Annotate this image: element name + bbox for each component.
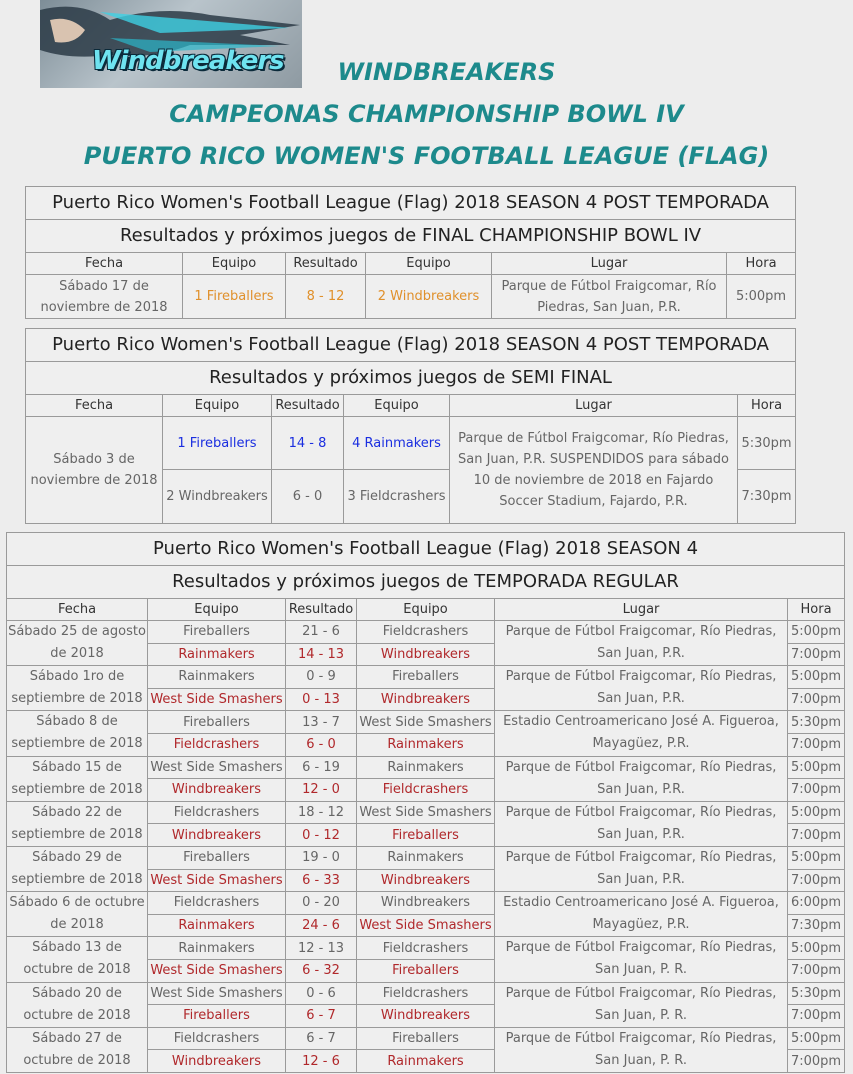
- game-place: Parque de Fútbol Fraigcomar, Río Piedras, San Juan, P.R.: [495, 801, 788, 846]
- game-date: Sábado 1ro de septiembre de 2018: [7, 666, 148, 711]
- game-result: 0 - 20: [286, 892, 357, 915]
- game-time: 5:00pm: [788, 801, 845, 824]
- game-date: Sábado 22 de septiembre de 2018: [7, 801, 148, 846]
- team-home: Fireballers: [148, 1005, 286, 1028]
- team-away: Fireballers: [357, 824, 495, 847]
- table-row: [26, 417, 796, 470]
- team-home: 1 Fireballers: [183, 275, 286, 319]
- semi-table: [25, 328, 796, 524]
- game-time: 7:00pm: [788, 643, 845, 666]
- game-result: 0 - 9: [286, 666, 357, 689]
- table-row: [7, 621, 845, 644]
- game-time: 7:00pm: [788, 688, 845, 711]
- game-date: Sábado 27 de octubre de 2018: [7, 1027, 148, 1072]
- regular-title: Puerto Rico Women's Football League (Flag) 2018 SEASON 4: [7, 533, 845, 566]
- game-date: Sábado 17 de noviembre de 2018: [26, 275, 183, 319]
- game-place: Parque de Fútbol Fraigcomar, Río Piedras, San Juan, P. R.: [495, 937, 788, 982]
- col-lugar: Lugar: [450, 395, 738, 417]
- col-hora: Hora: [738, 395, 796, 417]
- game-time: 6:00pm: [788, 892, 845, 915]
- game-result: 0 - 13: [286, 688, 357, 711]
- col-equipo: Equipo: [183, 253, 286, 275]
- team-away: West Side Smashers: [357, 914, 495, 937]
- team-home: West Side Smashers: [148, 688, 286, 711]
- team-away: Rainmakers: [357, 846, 495, 869]
- team-home: 1 Fireballers: [163, 417, 272, 470]
- game-place: Parque de Fútbol Fraigcomar, Río Piedras, San Juan, P.R.: [495, 756, 788, 801]
- team-home: Rainmakers: [148, 643, 286, 666]
- game-time: 5:30pm: [788, 982, 845, 1005]
- game-time: 7:00pm: [788, 1005, 845, 1028]
- col-equipo: Equipo: [357, 599, 495, 621]
- regular-subtitle: Resultados y próximos juegos de TEMPORADA REGULAR: [7, 566, 845, 599]
- table-row: [7, 711, 845, 734]
- page-subtitle: CAMPEONAS CHAMPIONSHIP BOWL IV: [169, 100, 684, 128]
- team-home: Rainmakers: [148, 914, 286, 937]
- table-row: [7, 846, 845, 869]
- team-away: Windbreakers: [357, 1005, 495, 1028]
- game-result: 8 - 12: [286, 275, 366, 319]
- team-home: Windbreakers: [148, 779, 286, 802]
- page-title: WINDBREAKERS: [337, 58, 556, 86]
- col-lugar: Lugar: [495, 599, 788, 621]
- table-row: [7, 982, 845, 1005]
- game-place: Parque de Fútbol Fraigcomar, Río Piedras, San Juan, P.R.: [495, 666, 788, 711]
- table-row: [7, 756, 845, 779]
- game-place: Parque de Fútbol Fraigcomar, Río Piedras, San Juan, P.R. SUSPENDIDOS para sábado 10 de noviembre de 2018 en Fajardo Soccer Stadium, Fajardo, P.R.: [450, 417, 738, 524]
- game-place: Parque de Fútbol Fraigcomar, Río Piedras, San Juan, P.R.: [495, 846, 788, 891]
- table-row: [7, 1027, 845, 1050]
- team-home: Fieldcrashers: [148, 733, 286, 756]
- col-resultado: Resultado: [286, 253, 366, 275]
- game-time: 5:00pm: [788, 666, 845, 689]
- game-date: Sábado 6 de octubre de 2018: [7, 892, 148, 937]
- team-home: Rainmakers: [148, 666, 286, 689]
- game-place: Parque de Fútbol Fraigcomar, Río Piedras, San Juan, P.R.: [492, 275, 727, 319]
- final-subtitle: Resultados y próximos juegos de FINAL CHAMPIONSHIP BOWL IV: [26, 220, 796, 253]
- game-time: 7:30pm: [788, 914, 845, 937]
- game-time: 7:00pm: [788, 733, 845, 756]
- game-date: Sábado 20 de octubre de 2018: [7, 982, 148, 1027]
- team-home: Windbreakers: [148, 824, 286, 847]
- table-row: [7, 801, 845, 824]
- col-equipo: Equipo: [366, 253, 492, 275]
- game-time: 5:00pm: [788, 621, 845, 644]
- game-place: Parque de Fútbol Fraigcomar, Río Piedras, San Juan, P.R.: [495, 621, 788, 666]
- game-result: 21 - 6: [286, 621, 357, 644]
- game-date: Sábado 15 de septiembre de 2018: [7, 756, 148, 801]
- game-time: 5:00pm: [788, 937, 845, 960]
- col-lugar: Lugar: [492, 253, 727, 275]
- team-away: West Side Smashers: [357, 801, 495, 824]
- game-time: 5:00pm: [788, 846, 845, 869]
- game-time: 7:00pm: [788, 869, 845, 892]
- game-time: 5:00pm: [727, 275, 796, 319]
- game-result: 12 - 6: [286, 1050, 357, 1073]
- col-resultado: Resultado: [272, 395, 344, 417]
- semi-title: Puerto Rico Women's Football League (Flag) 2018 SEASON 4 POST TEMPORADA: [26, 329, 796, 362]
- game-result: 6 - 19: [286, 756, 357, 779]
- final-title: Puerto Rico Women's Football League (Flag) 2018 SEASON 4 POST TEMPORADA: [26, 187, 796, 220]
- team-home: Fireballers: [148, 846, 286, 869]
- game-result: 6 - 7: [286, 1005, 357, 1028]
- game-result: 6 - 32: [286, 959, 357, 982]
- table-row: [7, 666, 845, 689]
- team-home: Fireballers: [148, 621, 286, 644]
- team-away: 4 Rainmakers: [344, 417, 450, 470]
- team-home: Fieldcrashers: [148, 1027, 286, 1050]
- col-resultado: Resultado: [286, 599, 357, 621]
- team-away: West Side Smashers: [357, 711, 495, 734]
- col-fecha: Fecha: [26, 253, 183, 275]
- col-equipo: Equipo: [163, 395, 272, 417]
- game-place: Estadio Centroamericano José A. Figueroa, Mayagüez, P.R.: [495, 892, 788, 937]
- game-time: 7:00pm: [788, 779, 845, 802]
- team-away: Windbreakers: [357, 869, 495, 892]
- game-result: 18 - 12: [286, 801, 357, 824]
- col-hora: Hora: [727, 253, 796, 275]
- team-home: West Side Smashers: [148, 982, 286, 1005]
- logo-text: Windbreakers: [92, 46, 284, 76]
- team-home: West Side Smashers: [148, 756, 286, 779]
- game-date: Sábado 25 de agosto de 2018: [7, 621, 148, 666]
- team-home: West Side Smashers: [148, 869, 286, 892]
- league-title: PUERTO RICO WOMEN'S FOOTBALL LEAGUE (FLAG): [83, 142, 770, 170]
- col-hora: Hora: [788, 599, 845, 621]
- game-date: Sábado 29 de septiembre de 2018: [7, 846, 148, 891]
- team-home: Windbreakers: [148, 1050, 286, 1073]
- table-row: [26, 275, 796, 319]
- game-time: 5:00pm: [788, 1027, 845, 1050]
- team-away: Fieldcrashers: [357, 779, 495, 802]
- team-away: Windbreakers: [357, 688, 495, 711]
- team-away: 3 Fieldcrashers: [344, 470, 450, 524]
- game-result: 6 - 0: [286, 733, 357, 756]
- team-away: Rainmakers: [357, 756, 495, 779]
- game-result: 12 - 13: [286, 937, 357, 960]
- game-place: Estadio Centroamericano José A. Figueroa, Mayagüez, P.R.: [495, 711, 788, 756]
- semi-subtitle: Resultados y próximos juegos de SEMI FINAL: [26, 362, 796, 395]
- table-row: [7, 892, 845, 915]
- game-time: 5:30pm: [738, 417, 796, 470]
- regular-season-table: [6, 532, 845, 1073]
- game-place: Parque de Fútbol Fraigcomar, Río Piedras, San Juan, P. R.: [495, 1027, 788, 1072]
- col-equipo: Equipo: [148, 599, 286, 621]
- game-time: 7:00pm: [788, 959, 845, 982]
- team-home: Fieldcrashers: [148, 801, 286, 824]
- game-date: Sábado 13 de octubre de 2018: [7, 937, 148, 982]
- team-away: 2 Windbreakers: [366, 275, 492, 319]
- final-table: [25, 186, 796, 319]
- game-place: Parque de Fútbol Fraigcomar, Río Piedras, San Juan, P. R.: [495, 982, 788, 1027]
- team-away: Fireballers: [357, 1027, 495, 1050]
- team-away: Rainmakers: [357, 1050, 495, 1073]
- game-result: 13 - 7: [286, 711, 357, 734]
- col-fecha: Fecha: [7, 599, 148, 621]
- team-home: Rainmakers: [148, 937, 286, 960]
- game-time: 5:30pm: [788, 711, 845, 734]
- team-away: Fieldcrashers: [357, 937, 495, 960]
- game-time: 5:00pm: [788, 756, 845, 779]
- game-time: 7:00pm: [788, 824, 845, 847]
- game-result: 0 - 6: [286, 982, 357, 1005]
- game-result: 14 - 13: [286, 643, 357, 666]
- col-fecha: Fecha: [26, 395, 163, 417]
- game-result: 12 - 0: [286, 779, 357, 802]
- team-home: Fieldcrashers: [148, 892, 286, 915]
- team-away: Fieldcrashers: [357, 982, 495, 1005]
- table-row: [7, 937, 845, 960]
- game-time: 7:00pm: [788, 1050, 845, 1073]
- col-equipo: Equipo: [344, 395, 450, 417]
- game-date: Sábado 8 de septiembre de 2018: [7, 711, 148, 756]
- game-date: Sábado 3 de noviembre de 2018: [26, 417, 163, 524]
- game-result: 6 - 7: [286, 1027, 357, 1050]
- game-result: 19 - 0: [286, 846, 357, 869]
- team-away: Fireballers: [357, 959, 495, 982]
- game-result: 14 - 8: [272, 417, 344, 470]
- team-away: Windbreakers: [357, 892, 495, 915]
- team-away: Fireballers: [357, 666, 495, 689]
- team-home: West Side Smashers: [148, 959, 286, 982]
- game-result: 24 - 6: [286, 914, 357, 937]
- game-result: 0 - 12: [286, 824, 357, 847]
- game-time: 7:30pm: [738, 470, 796, 524]
- team-away: Fieldcrashers: [357, 621, 495, 644]
- team-away: Windbreakers: [357, 643, 495, 666]
- game-result: 6 - 33: [286, 869, 357, 892]
- game-result: 6 - 0: [272, 470, 344, 524]
- team-home: Fireballers: [148, 711, 286, 734]
- team-home: 2 Windbreakers: [163, 470, 272, 524]
- team-away: Rainmakers: [357, 733, 495, 756]
